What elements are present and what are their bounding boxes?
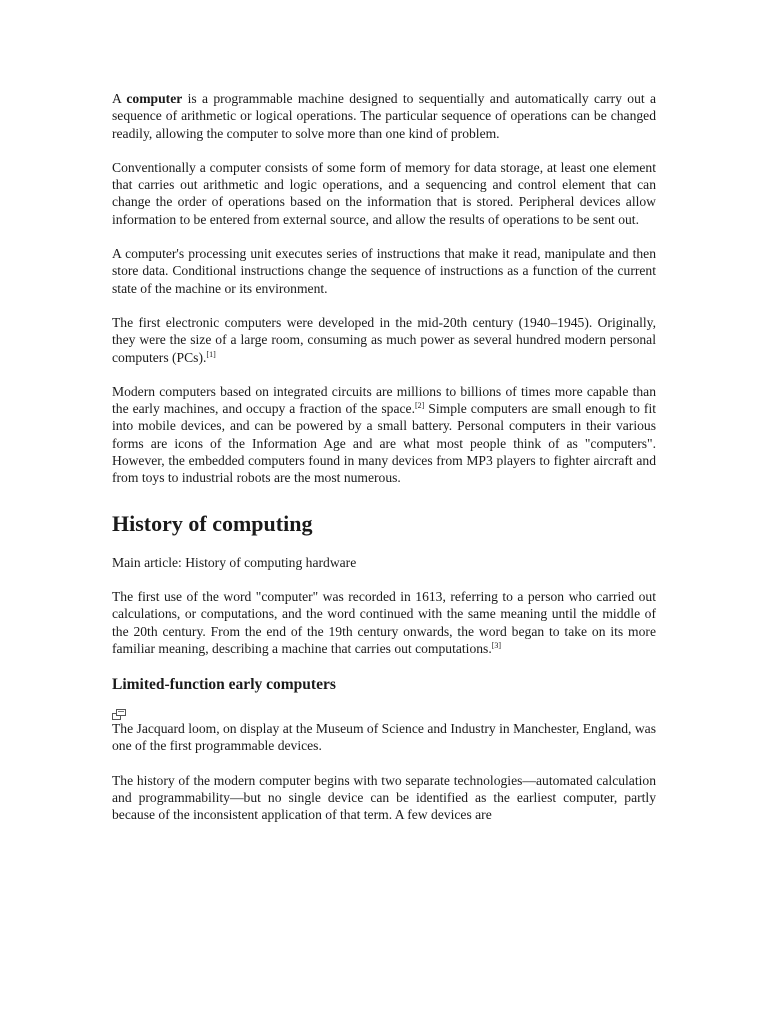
- citation-3[interactable]: [3]: [491, 640, 502, 650]
- citation-2[interactable]: [2]: [414, 401, 425, 411]
- main-article-note: Main article: History of computing hardware: [112, 554, 357, 570]
- intro-p5-text-b: Simple computers are small enough to fit into mobile devices, and can be powered by a small battery. Personal computers in their various forms are icons of the Information Age and are what most people think of as "computers". However, the embedded computers found in many devices from MP3 players to fighter aircraft and from toys to industrial robots are the most numerous.: [112, 401, 656, 486]
- limited-function-heading: Limited-function early computers: [112, 676, 336, 694]
- history-p1-text: The first use of the word "computer" was recorded in 1613, referring to a person who carried out calculations, or computations, and the word continued with the same meaning until the middle of the 20th century. From the end of the 19th century onwards, the word began to take on its more familiar meaning, describing a machine that carries out computations.: [112, 588, 656, 656]
- intro-p1-rest: is a programmable machine designed to sequentially and automatically carry out a sequence of arithmetic or logical operations. The particular sequence of operations can be changed readily, allowing the computer to solve more than one kind of problem.: [112, 91, 656, 141]
- citation-1[interactable]: [1]: [206, 349, 216, 359]
- intro-p1-prefix: A: [112, 91, 127, 106]
- intro-paragraph-1: [112, 90, 656, 142]
- intro-paragraph-3: A computer's processing unit executes series of instructions that make it read, manipulate and then store data. Conditional instructions change the sequence of instructions as a function of the current state of the machine or its environment.: [112, 246, 656, 296]
- history-paragraph-1: [112, 588, 656, 657]
- intro-paragraph-4: [112, 314, 656, 366]
- image-caption: The Jacquard loom, on display at the Museum of Science and Industry in Manchester, England, was one of the first programmable devices.: [112, 721, 656, 754]
- term-computer: computer: [126, 91, 183, 106]
- intro-paragraph-5: [112, 383, 656, 487]
- broken-image-icon[interactable]: [112, 709, 126, 720]
- intro-p5-text-a: Modern computers based on integrated circuits are millions to billions of times more capable than the early machines, and occupy a fraction of the space.: [112, 383, 656, 417]
- intro-p4-text: The first electronic computers were developed in the mid-20th century (1940–1945). Originally, they were the size of a large room, consuming as much power as several hundred modern personal computers (PCs).: [112, 314, 656, 365]
- limited-paragraph-1: The history of the modern computer begins with two separate technologies—automated calculation and programmability—but no single device can be identified as the earliest computer, partly because of the inconsistent application of that term. A few devices are: [112, 772, 656, 823]
- intro-paragraph-2: Conventionally a computer consists of some form of memory for data storage, at least one element that carries out arithmetic and logic operations, and a sequencing and control element that can change the order of operations based on the information that is stored. Peripheral devices allow information to be entered from external source, and allow the results of operations to be sent out.: [112, 159, 656, 227]
- history-heading: History of computing: [112, 510, 313, 536]
